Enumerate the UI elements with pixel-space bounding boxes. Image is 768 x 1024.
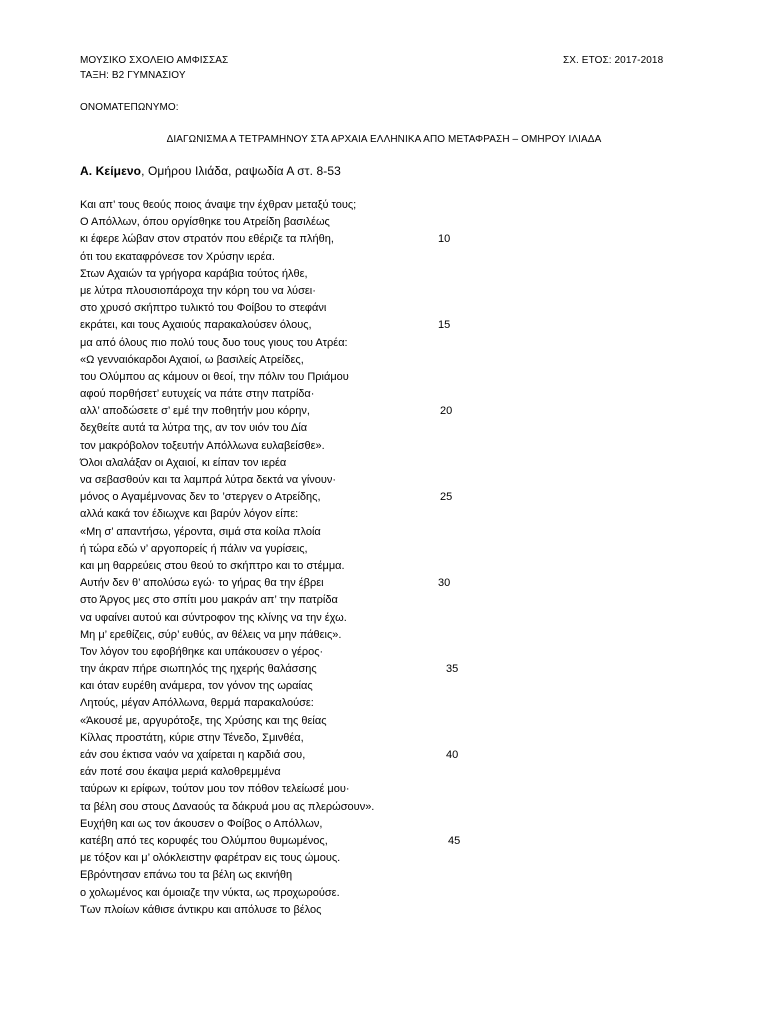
- verse-line: [80, 438, 700, 455]
- verse-line: [80, 627, 700, 644]
- verse-text: Όλοι αλαλάξαν οι Αχαιοί, κι είπαν τον ιερέα: [80, 456, 287, 469]
- verse-line: [80, 214, 700, 231]
- verse-text: Των πλοίων κάθισε άντικρυ και απόλυσε το βέλος: [80, 903, 322, 916]
- verse-text: στο Άργος μες στο σπίτι μου μακράν απ’ την πατρίδα: [80, 594, 338, 607]
- verse-line: [80, 799, 700, 816]
- verse-line: [80, 661, 700, 678]
- verse-line: [80, 747, 700, 764]
- verse-line: [80, 833, 700, 850]
- verse-line: [80, 386, 700, 403]
- verse-line: [80, 781, 700, 798]
- verse-text: Ο Απόλλων, όπου οργίσθηκε του Ατρείδη βασιλέως: [80, 216, 330, 229]
- verse-line: [80, 352, 700, 369]
- verse-text: με λύτρα πλουσιοπάροχα την κόρη του να λύσει·: [80, 284, 316, 297]
- verse-text: και μη θαρρεύεις στου θεού το σκήπτρο και το στέμμα.: [80, 559, 345, 572]
- verse-line: [80, 713, 700, 730]
- verse-text: εκράτει, και τους Αχαιούς παρακαλούσεν όλους,: [80, 319, 312, 332]
- verse-line: [80, 300, 700, 317]
- verse-text: κι έφερε λώβαν στον στρατόν που εθέριζε τα πλήθη,: [80, 233, 334, 246]
- verse-line: [80, 266, 700, 283]
- line-number: 35: [446, 663, 459, 676]
- verse-text: μα από όλους πιο πολύ τους δυο τους γιους του Ατρέα:: [80, 336, 348, 349]
- verse-line: [80, 524, 700, 541]
- verse-text: με τόξον και μ’ ολόκλειστην φαρέτραν εις τους ώμους.: [80, 852, 341, 865]
- verse-line: [80, 816, 700, 833]
- class-label: ΤΑΞΗ: Β2 ΓΥΜΝΑΣΙΟΥ: [80, 70, 186, 81]
- verse-text: Τον λόγον του εφοβήθηκε και υπάκουσεν ο γέρος·: [80, 645, 324, 658]
- school-name: ΜΟΥΣΙΚΟ ΣΧΟΛΕΙΟ ΑΜΦΙΣΣΑΣ: [80, 55, 229, 66]
- verse-line: [80, 902, 700, 919]
- section-source: , Ομήρου Ιλιάδα, ραψωδία Α στ. 8-53: [141, 164, 341, 178]
- verse-text: ή τώρα εδώ ν’ αργοπορείς ή πάλιν να γυρίσεις,: [80, 542, 308, 555]
- line-number: 15: [438, 319, 451, 332]
- verse-text: ταύρων κι ερίφων, τούτον μου τον πόθον τελείωσέ μου·: [80, 783, 350, 796]
- verse-line: [80, 369, 700, 386]
- line-number: 10: [438, 233, 451, 246]
- verse-line: [80, 695, 700, 712]
- poem-text: [80, 197, 700, 919]
- verse-line: [80, 489, 700, 506]
- verse-line: [80, 575, 700, 592]
- school-year: ΣΧ. ΕΤΟΣ: 2017-2018: [563, 55, 664, 66]
- verse-text: μόνος ο Αγαμέμνονας δεν το ’στεργεν ο Ατρείδης,: [80, 491, 321, 504]
- verse-line: [80, 283, 700, 300]
- verse-line: [80, 592, 700, 609]
- verse-text: του Ολύμπου ας κάμουν οι θεοί, την πόλιν του Πριάμου: [80, 370, 349, 383]
- verse-line: [80, 197, 700, 214]
- verse-text: Κίλλας προστάτη, κύριε στην Τένεδο, Σμινθέα,: [80, 731, 304, 744]
- verse-text: Λητούς, μέγαν Απόλλωνα, θερμά παρακαλούσε:: [80, 697, 314, 710]
- verse-line: [80, 730, 700, 747]
- verse-line: [80, 850, 700, 867]
- verse-line: [80, 885, 700, 902]
- verse-text: να υφαίνει αυτού και σύντροφον της κλίνης να την έχω.: [80, 611, 347, 624]
- verse-text: τα βέλη σου στους Δαναούς τα δάκρυά μου ας πλερώσουν».: [80, 800, 375, 813]
- verse-line: [80, 249, 700, 266]
- verse-line: [80, 764, 700, 781]
- verse-text: να σεβασθούν και τα λαμπρά λύτρα δεκτά να γίνουν·: [80, 474, 337, 486]
- verse-line: [80, 541, 700, 558]
- line-number: 40: [446, 749, 459, 761]
- verse-text: δεχθείτε αυτά τα λύτρα της, αν τον υιόν του Δία: [80, 422, 308, 435]
- verse-text: στο χρυσό σκήπτρο τυλικτό του Φοίβου το στεφάνι: [80, 302, 327, 315]
- verse-line: [80, 472, 700, 489]
- verse-text: την άκραν πήρε σιωπηλός της ηχερής θαλάσσης: [80, 663, 317, 676]
- exam-title: ΔΙΑΓΩΝΙΣΜΑ Α ΤΕΤΡΑΜΗΝΟΥ ΣΤΑ ΑΡΧΑΙΑ ΕΛΛΗΝΙΚΑ ΑΠΟ ΜΕΤΑΦΡΑΣΗ – ΟΜΗΡΟΥ ΙΛΙΑΔΑ: [166, 134, 602, 145]
- verse-text: «Ω γενναιόκαρδοι Αχαιοί, ω βασιλείς Ατρείδες,: [80, 353, 304, 366]
- verse-text: τον μακρόβολον τοξευτήν Απόλλωνα ευλαβείσθε».: [80, 439, 325, 452]
- verse-line: [80, 231, 700, 248]
- line-number: 25: [440, 491, 453, 504]
- verse-line: [80, 455, 700, 472]
- verse-line: [80, 403, 700, 420]
- verse-text: «Μη σ’ απαντήσω, γέροντα, σιμά στα κοίλα πλοία: [80, 525, 321, 538]
- section-heading: [80, 164, 341, 178]
- verse-text: Στων Αχαιών τα γρήγορα καράβια τούτος ήλθε,: [80, 267, 308, 280]
- student-name-label: ΟΝΟΜΑΤΕΠΩΝΥΜΟ:: [80, 102, 179, 113]
- verse-text: Και απ’ τους θεούς ποιος άναψε την έχθραν μεταξύ τους;: [80, 199, 357, 211]
- verse-line: [80, 610, 700, 627]
- verse-text: Αυτήν δεν θ’ απολύσω εγώ· το γήρας θα την έβρει: [80, 577, 324, 590]
- verse-line: [80, 867, 700, 884]
- verse-text: Εβρόντησαν επάνω του τα βέλη ως εκινήθη: [80, 869, 293, 882]
- line-number: 20: [440, 405, 453, 418]
- verse-line: [80, 317, 700, 334]
- verse-line: [80, 558, 700, 575]
- verse-text: Ευχήθη και ως τον άκουσεν ο Φοίβος ο Απόλλων,: [80, 817, 323, 830]
- verse-text: αλλ’ αποδώσετε σ’ εμέ την ποθητήν μου κόρην,: [80, 405, 310, 418]
- verse-text: εάν ποτέ σου έκαψα μεριά καλοθρεμμένα: [80, 766, 281, 779]
- line-number: 30: [438, 577, 451, 590]
- verse-text: «Άκουσέ με, αργυρότοξε, της Χρύσης και της θείας: [80, 714, 327, 727]
- verse-text: Μη μ’ ερεθίζεις, σύρ’ ευθύς, αν θέλεις να μην πάθεις».: [80, 628, 342, 641]
- verse-line: [80, 420, 700, 437]
- verse-line: [80, 644, 700, 661]
- verse-text: ο χολωμένος και όμοιαζε την νύκτα, ως προχωρούσε.: [80, 886, 340, 899]
- verse-text: εάν σου έκτισα ναόν να χαίρεται η καρδιά σου,: [80, 749, 306, 761]
- verse-text: αλλά κακά τον έδιωχνε και βαρύν λόγον είπε:: [80, 508, 299, 521]
- line-number: 45: [448, 834, 461, 847]
- verse-line: [80, 335, 700, 352]
- section-label: Α. Κείμενο: [80, 164, 142, 178]
- verse-text: ότι του εκαταφρόνεσε τον Χρύσην ιερέα.: [80, 250, 275, 263]
- verse-line: [80, 506, 700, 523]
- verse-text: και όταν ευρέθη ανάμερα, τον γόνον της ωραίας: [80, 680, 313, 693]
- verse-line: [80, 678, 700, 695]
- verse-text: κατέβη από τες κορυφές του Ολύμπου θυμωμένος,: [80, 834, 328, 847]
- verse-text: αφού πορθήσετ’ ευτυχείς να πάτε στην πατρίδα·: [80, 388, 315, 401]
